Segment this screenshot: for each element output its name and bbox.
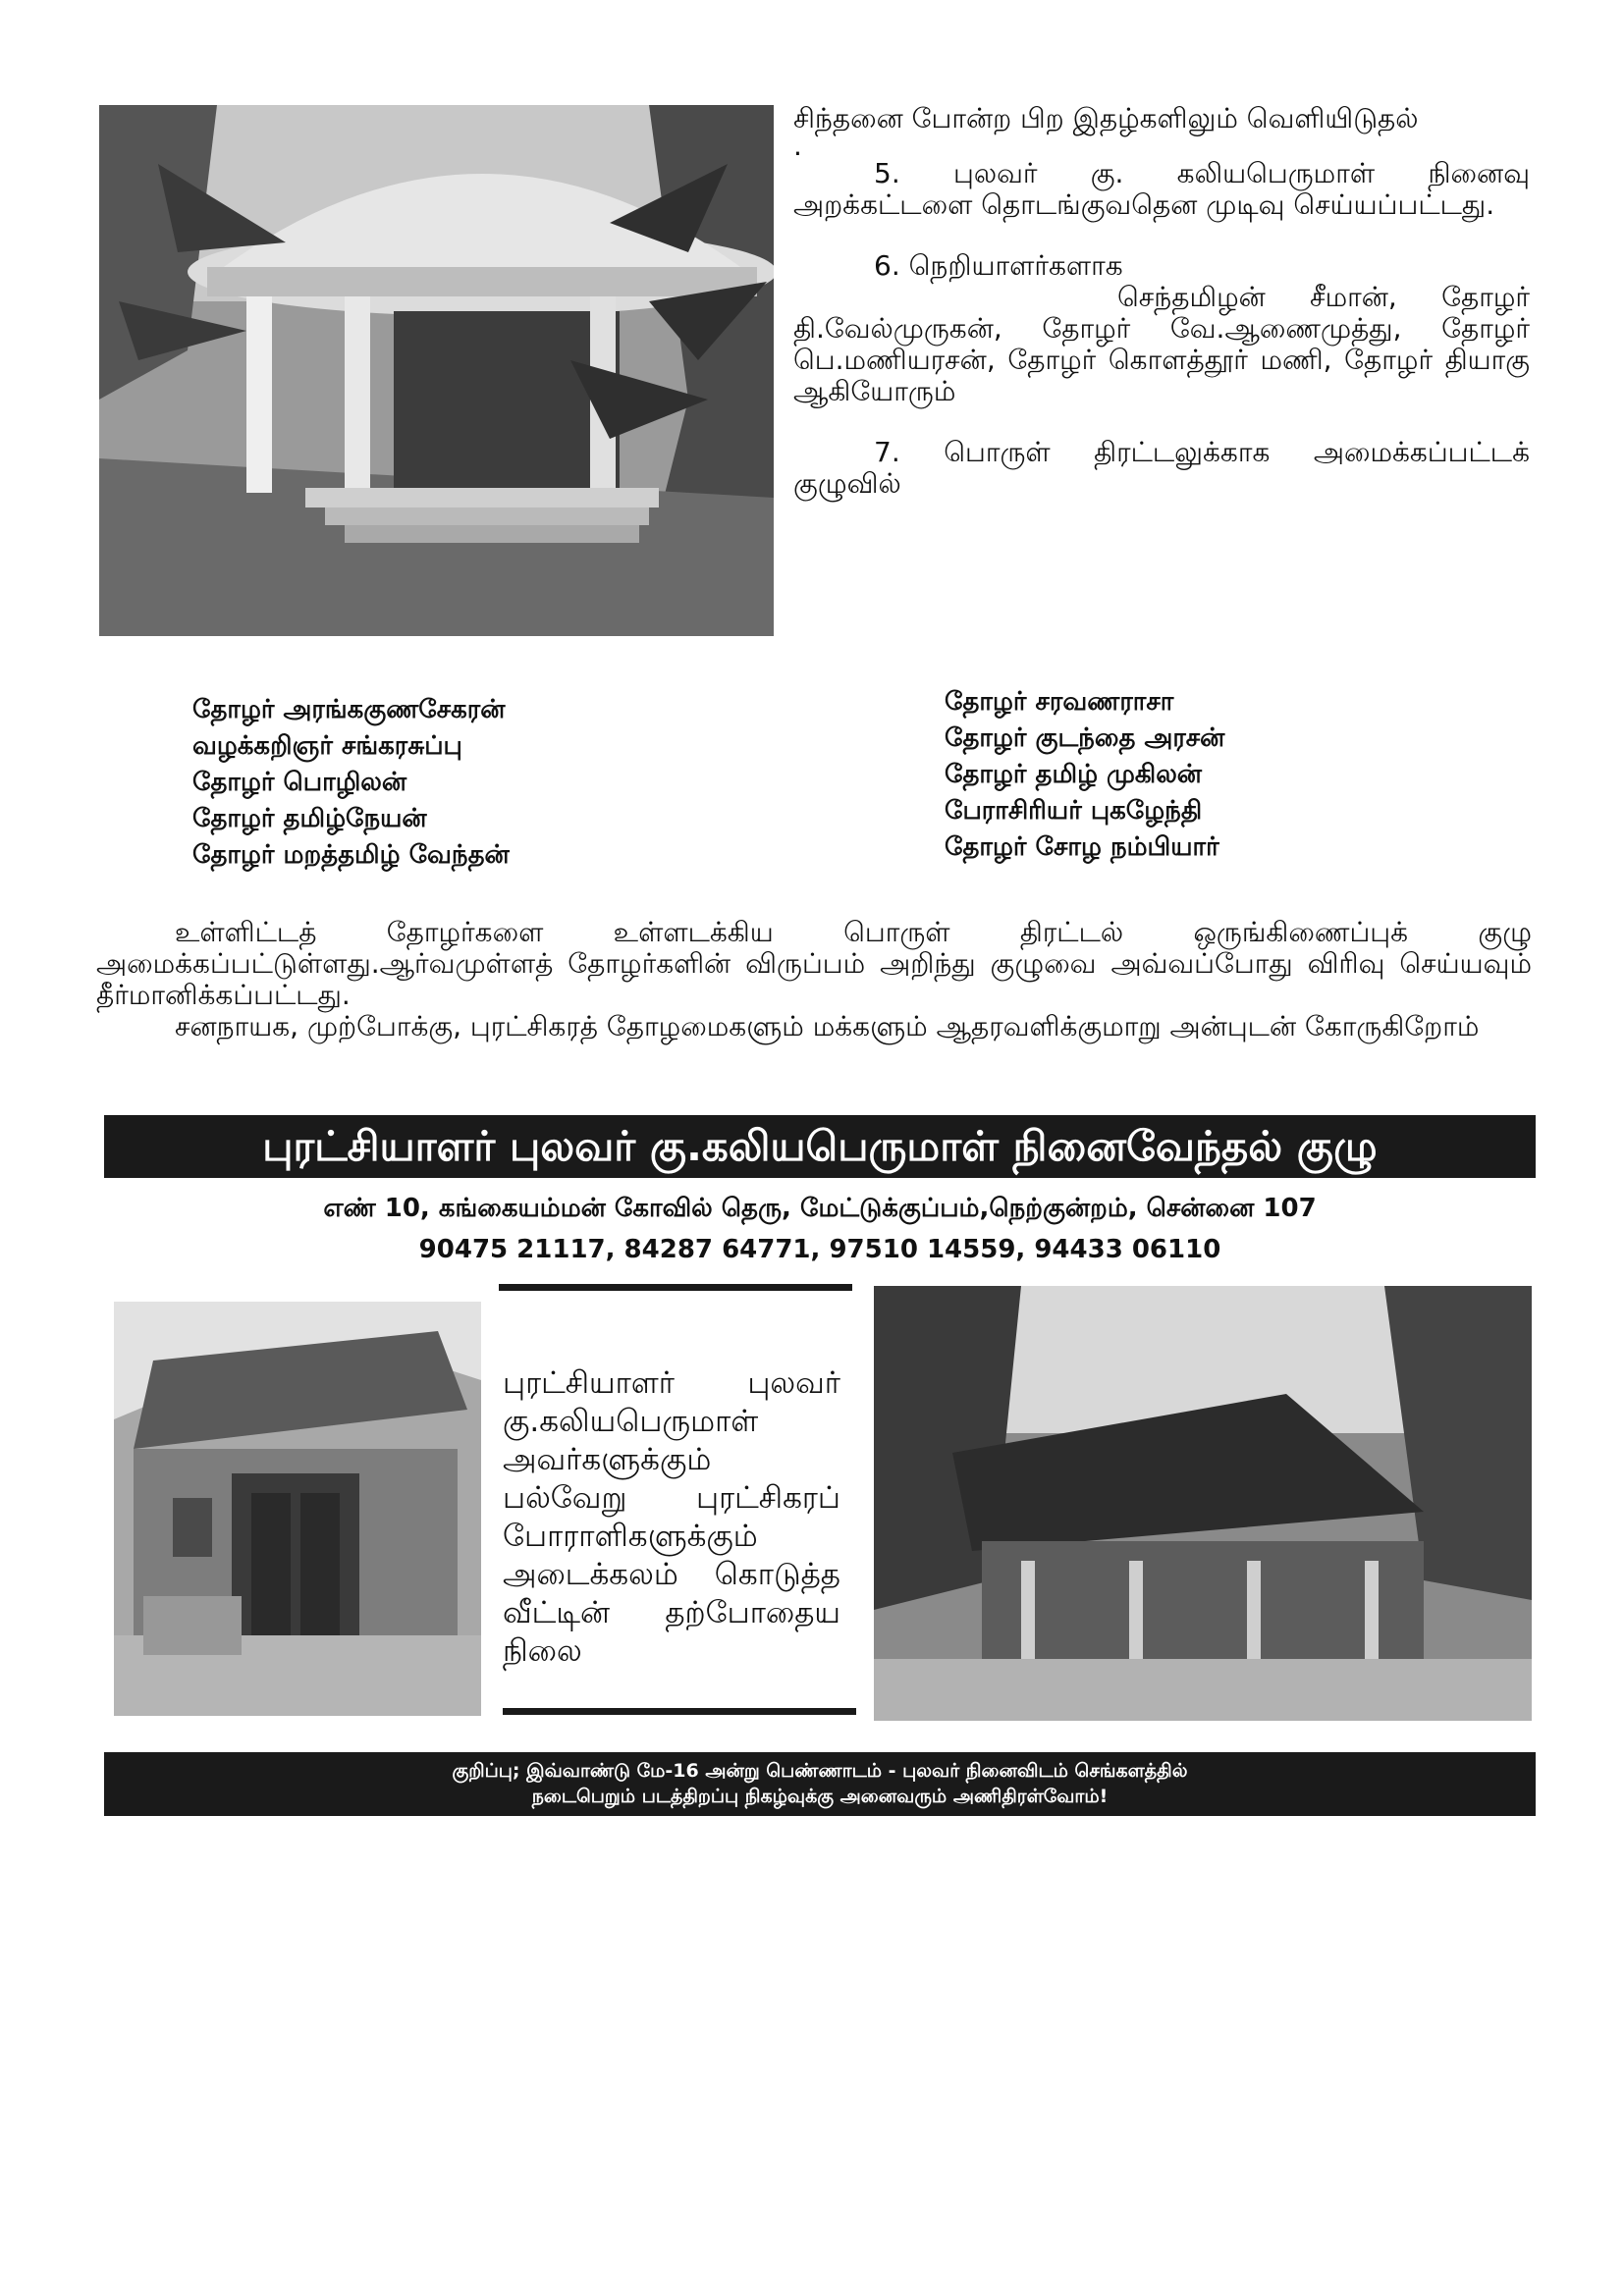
committee-banner: புரட்சியாளர் புலவர் கு.கலியபெருமாள் நினைவேந்தல் குழு xyxy=(104,1115,1536,1178)
committee-member: தோழர் தமிழ் முகிலன் xyxy=(945,760,1203,789)
note-line-2: நடைபெறும் படத்திறப்பு நிகழ்வுக்கு அனைவரும் அணிதிரள்வோம்! xyxy=(531,1786,1109,1807)
committee-member: தோழர் மறத்தமிழ் வேந்தன் xyxy=(192,840,510,870)
resolution-4-dot: . xyxy=(793,130,802,162)
phone-numbers: 90475 21117, 84287 64771, 97510 14559, 94433 06110 xyxy=(418,1235,1221,1264)
note-band xyxy=(104,1752,1536,1816)
committee-list-left xyxy=(192,692,510,874)
body-text xyxy=(96,917,1532,1042)
note-line-1: குறிப்பு; இவ்வாண்டு மே-16 அன்று பெண்ணாடம் - புலவர் நினைவிடம் செங்களத்தில் xyxy=(452,1760,1188,1782)
contact-block xyxy=(104,1188,1536,1270)
caption-bottom-rule xyxy=(503,1708,856,1715)
caption-top-rule xyxy=(499,1284,852,1291)
photo-caption: புரட்சியாளர் புலவர் கு.கலியபெருமாள் அவர்களுக்கும் பல்வேறு புரட்சிகரப் போராளிகளுக்கும் அடைக்கலம் கொடுத்த வீட்டின் தற்போதைய நிலை xyxy=(503,1365,840,1669)
resolution-4-tail: சிந்தனை போன்ற பிற இதழ்களிலும் வெளியிடுதல் xyxy=(793,102,1419,134)
resolution-5: 5. புலவர் கு. கலியபெருமாள் நினைவு அறக்கட்டளை தொடங்குவதென முடிவு செய்யப்பட்டது. xyxy=(793,157,1530,221)
resolution-6-names: செந்தமிழன் சீமான், தோழர் தி.வேல்முருகன், தோழர் வே.ஆணைமுத்து, தோழர் பெ.மணியரசன், தோழர் கொளத்தூர் மணி, தோழர் தியாகு ஆகியோரும் xyxy=(793,281,1530,407)
committee-member: தோழர் சோழ நம்பியார் xyxy=(945,832,1219,862)
resolution-6-heading: 6. நெறியாளர்களாக xyxy=(874,249,1123,282)
resolutions-column xyxy=(793,103,1530,500)
old-house-door-photo xyxy=(114,1302,481,1716)
committee-list-right xyxy=(945,684,1224,866)
committee-member: தோழர் சரவணராசா xyxy=(945,687,1174,717)
committee-member: வழக்கறிஞர் சங்கரசுப்பு xyxy=(192,731,462,761)
committee-member: தோழர் அரங்ககுணசேகரன் xyxy=(192,695,506,724)
committee-member: தோழர் குடந்தை அரசன் xyxy=(945,723,1225,753)
committee-member: தோழர் பொழிலன் xyxy=(192,768,407,797)
memorial-pavilion-photo xyxy=(99,105,774,636)
old-house-historic-photo xyxy=(874,1286,1532,1721)
resolution-7: 7. பொருள் திரட்டலுக்காக அமைக்கப்பட்டக் குழுவில் xyxy=(793,436,1530,500)
committee-member: தோழர் தமிழ்நேயன் xyxy=(192,804,427,833)
committee-member: பேராசிரியர் புகழேந்தி xyxy=(945,796,1203,826)
address-line: எண் 10, கங்கையம்மன் கோவில் தெரு, மேட்டுக்குப்பம்,நெற்குன்றம், சென்னை 107 xyxy=(323,1194,1317,1223)
body-paragraph-1: உள்ளிட்டத் தோழர்களை உள்ளடக்கிய பொருள் திரட்டல் ஒருங்கிணைப்புக் குழு அமைக்கப்பட்டுள்ளது.ஆர்வமுள்ளத் தோழர்களின் விருப்பம் அறிந்து குழுவை அவ்வப்போது விரிவு செய்யவும் தீர்மானிக்கப்பட்டது. xyxy=(96,916,1532,1011)
body-paragraph-2: சனநாயக, முற்போக்கு, புரட்சிகரத் தோழமைகளும் மக்களும் ஆதரவளிக்குமாறு அன்புடன் கோருகிறோம் xyxy=(175,1010,1480,1042)
